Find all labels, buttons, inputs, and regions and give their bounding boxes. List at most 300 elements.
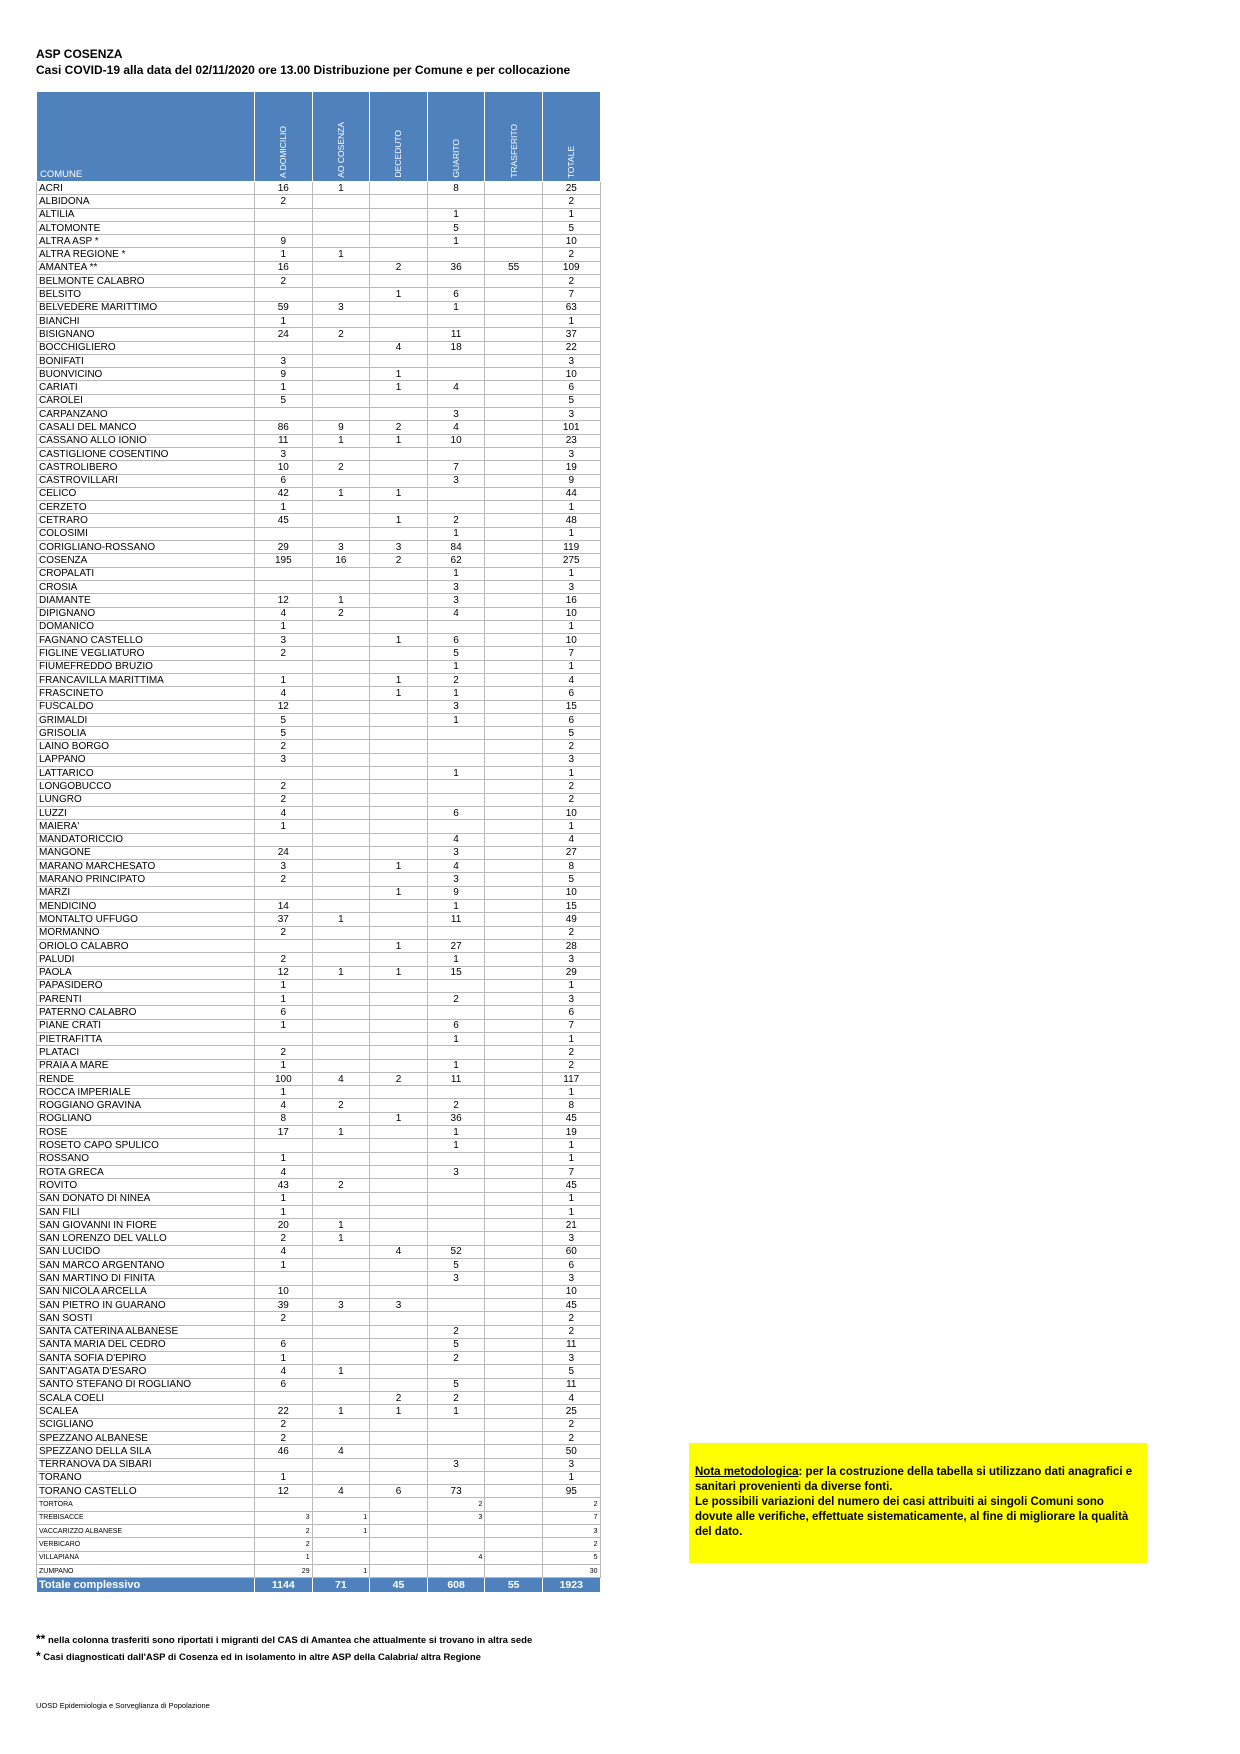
comune-cell: FAGNANO CASTELLO bbox=[37, 634, 255, 647]
comune-cell: SAN LORENZO DEL VALLO bbox=[37, 1232, 255, 1245]
value-cell: 62 bbox=[427, 554, 485, 567]
column-header-a-domicilio: A DOMICILIO bbox=[255, 92, 313, 182]
value-cell: 52 bbox=[427, 1245, 485, 1258]
value-cell bbox=[370, 660, 428, 673]
value-cell: 30 bbox=[542, 1564, 600, 1577]
value-cell: 2 bbox=[542, 1312, 600, 1325]
value-cell: 11 bbox=[427, 913, 485, 926]
comune-cell: RENDE bbox=[37, 1072, 255, 1085]
value-cell: 9 bbox=[312, 421, 370, 434]
value-cell: 3 bbox=[427, 1165, 485, 1178]
table-row bbox=[37, 886, 601, 899]
table-row bbox=[37, 541, 601, 554]
value-cell bbox=[255, 1498, 313, 1511]
table-row bbox=[37, 408, 601, 421]
value-cell: 1 bbox=[542, 1139, 600, 1152]
value-cell bbox=[485, 1006, 543, 1019]
value-cell: 4 bbox=[255, 806, 313, 819]
value-cell bbox=[370, 1205, 428, 1218]
value-cell bbox=[370, 501, 428, 514]
value-cell: 1 bbox=[255, 1551, 313, 1564]
value-cell bbox=[485, 394, 543, 407]
value-cell: 36 bbox=[427, 261, 485, 274]
value-cell: 1 bbox=[312, 594, 370, 607]
comune-cell: TORANO CASTELLO bbox=[37, 1485, 255, 1498]
value-cell: 1 bbox=[255, 501, 313, 514]
value-cell bbox=[485, 966, 543, 979]
value-cell bbox=[312, 673, 370, 686]
table-row bbox=[37, 979, 601, 992]
value-cell: 20 bbox=[255, 1219, 313, 1232]
table-row bbox=[37, 182, 601, 195]
value-cell bbox=[255, 341, 313, 354]
table-row bbox=[37, 1338, 601, 1351]
value-cell: 1 bbox=[255, 1192, 313, 1205]
value-cell bbox=[427, 1524, 485, 1537]
comune-cell: FRASCINETO bbox=[37, 687, 255, 700]
comune-cell: PATERNO CALABRO bbox=[37, 1006, 255, 1019]
value-cell bbox=[312, 1192, 370, 1205]
comune-cell: PARENTI bbox=[37, 993, 255, 1006]
comune-cell: PRAIA A MARE bbox=[37, 1059, 255, 1072]
value-cell: 1 bbox=[542, 1205, 600, 1218]
value-cell bbox=[370, 846, 428, 859]
comune-cell: AMANTEA ** bbox=[37, 261, 255, 274]
value-cell: 6 bbox=[255, 1378, 313, 1391]
value-cell bbox=[485, 1245, 543, 1258]
value-cell: 3 bbox=[255, 447, 313, 460]
comune-cell: PAOLA bbox=[37, 966, 255, 979]
value-cell: 15 bbox=[542, 900, 600, 913]
table-row bbox=[37, 461, 601, 474]
value-cell bbox=[312, 806, 370, 819]
value-cell bbox=[370, 314, 428, 327]
column-header-guarito: GUARITO bbox=[427, 92, 485, 182]
table-row bbox=[37, 1458, 601, 1471]
comune-cell: ACRI bbox=[37, 182, 255, 195]
comune-cell: CERZETO bbox=[37, 501, 255, 514]
value-cell: 24 bbox=[255, 846, 313, 859]
value-cell bbox=[485, 288, 543, 301]
comune-cell: FRANCAVILLA MARITTIMA bbox=[37, 673, 255, 686]
value-cell: 2 bbox=[542, 780, 600, 793]
table-row bbox=[37, 1298, 601, 1311]
value-cell: 1 bbox=[255, 1471, 313, 1484]
value-cell: 29 bbox=[255, 541, 313, 554]
value-cell bbox=[485, 381, 543, 394]
value-cell: 1 bbox=[370, 673, 428, 686]
table-row bbox=[37, 634, 601, 647]
table-row bbox=[37, 860, 601, 873]
value-cell bbox=[255, 1392, 313, 1405]
value-cell bbox=[485, 1126, 543, 1139]
value-cell bbox=[312, 1312, 370, 1325]
value-cell bbox=[312, 1086, 370, 1099]
value-cell: 3 bbox=[427, 474, 485, 487]
footnote-double-star: ** bbox=[36, 1632, 46, 1646]
value-cell: 3 bbox=[542, 1232, 600, 1245]
value-cell: 2 bbox=[542, 195, 600, 208]
value-cell bbox=[485, 554, 543, 567]
value-cell bbox=[485, 1392, 543, 1405]
table-row bbox=[37, 620, 601, 633]
value-cell bbox=[370, 394, 428, 407]
value-cell bbox=[485, 806, 543, 819]
value-cell: 24 bbox=[255, 328, 313, 341]
comune-cell: COLOSIMI bbox=[37, 527, 255, 540]
comune-cell: LAINO BORGO bbox=[37, 740, 255, 753]
comune-cell: ROCCA IMPERIALE bbox=[37, 1086, 255, 1099]
table-row bbox=[37, 368, 601, 381]
table-row bbox=[37, 806, 601, 819]
value-cell: 1 bbox=[255, 620, 313, 633]
comune-cell: MENDICINO bbox=[37, 900, 255, 913]
value-cell bbox=[485, 727, 543, 740]
value-cell: 5 bbox=[542, 1365, 600, 1378]
value-cell bbox=[485, 447, 543, 460]
footnote-single-star: * bbox=[36, 1649, 41, 1663]
value-cell bbox=[427, 1086, 485, 1099]
value-cell bbox=[485, 1564, 543, 1577]
value-cell bbox=[370, 1086, 428, 1099]
value-cell: 4 bbox=[255, 1165, 313, 1178]
value-cell: 3 bbox=[542, 1272, 600, 1285]
table-row bbox=[37, 926, 601, 939]
value-cell bbox=[312, 501, 370, 514]
value-cell: 4 bbox=[255, 687, 313, 700]
value-cell bbox=[312, 354, 370, 367]
value-cell bbox=[485, 487, 543, 500]
table-row bbox=[37, 567, 601, 580]
value-cell: 1 bbox=[255, 1019, 313, 1032]
value-cell bbox=[312, 727, 370, 740]
value-cell: 16 bbox=[312, 554, 370, 567]
table-row bbox=[37, 195, 601, 208]
value-cell bbox=[312, 687, 370, 700]
value-cell: 15 bbox=[427, 966, 485, 979]
value-cell: 1 bbox=[312, 1232, 370, 1245]
value-cell: 1 bbox=[427, 953, 485, 966]
value-cell: 2 bbox=[255, 873, 313, 886]
value-cell: 1 bbox=[370, 1112, 428, 1125]
value-cell: 1 bbox=[370, 939, 428, 952]
comune-cell: VACCARIZZO ALBANESE bbox=[37, 1524, 255, 1537]
value-cell: 1 bbox=[370, 487, 428, 500]
value-cell bbox=[255, 408, 313, 421]
value-cell bbox=[485, 354, 543, 367]
value-cell bbox=[485, 1165, 543, 1178]
value-cell bbox=[370, 248, 428, 261]
value-cell bbox=[370, 1564, 428, 1577]
value-cell: 8 bbox=[255, 1112, 313, 1125]
table-row bbox=[37, 354, 601, 367]
value-cell bbox=[312, 1152, 370, 1165]
value-cell: 16 bbox=[255, 182, 313, 195]
table-header-row bbox=[37, 92, 601, 182]
value-cell bbox=[370, 1033, 428, 1046]
value-cell: 7 bbox=[542, 288, 600, 301]
value-cell: 11 bbox=[427, 328, 485, 341]
value-cell bbox=[427, 1564, 485, 1577]
value-cell bbox=[485, 687, 543, 700]
table-row bbox=[37, 607, 601, 620]
value-cell: 1 bbox=[312, 1511, 370, 1524]
value-cell: 3 bbox=[542, 953, 600, 966]
table-row bbox=[37, 1099, 601, 1112]
value-cell: 1 bbox=[542, 208, 600, 221]
value-cell bbox=[485, 594, 543, 607]
table-row bbox=[37, 1511, 601, 1524]
value-cell: 2 bbox=[255, 1524, 313, 1537]
table-row bbox=[37, 235, 601, 248]
value-cell bbox=[312, 195, 370, 208]
table-row bbox=[37, 1325, 601, 1338]
value-cell: 12 bbox=[255, 594, 313, 607]
value-cell bbox=[312, 1458, 370, 1471]
value-cell bbox=[427, 1471, 485, 1484]
value-cell bbox=[370, 474, 428, 487]
table-row bbox=[37, 873, 601, 886]
value-cell: 8 bbox=[427, 182, 485, 195]
comune-cell: CASTIGLIONE COSENTINO bbox=[37, 447, 255, 460]
comune-cell: LUNGRO bbox=[37, 793, 255, 806]
value-cell bbox=[485, 1352, 543, 1365]
footnote-text-2: Casi diagnosticati dall'ASP di Cosenza ed in isolamento in altre ASP della Calabria/ altra Regione bbox=[40, 1652, 481, 1663]
value-cell bbox=[427, 368, 485, 381]
value-cell bbox=[427, 780, 485, 793]
value-cell: 1 bbox=[427, 1126, 485, 1139]
value-cell: 2 bbox=[427, 673, 485, 686]
value-cell bbox=[312, 634, 370, 647]
value-cell bbox=[370, 1006, 428, 1019]
value-cell bbox=[312, 1112, 370, 1125]
value-cell: 43 bbox=[255, 1179, 313, 1192]
value-cell bbox=[370, 1352, 428, 1365]
value-cell bbox=[370, 1511, 428, 1524]
comune-cell: BISIGNANO bbox=[37, 328, 255, 341]
comune-cell: ALTOMONTE bbox=[37, 221, 255, 234]
value-cell: 1 bbox=[312, 913, 370, 926]
value-cell: 1 bbox=[542, 567, 600, 580]
value-cell bbox=[312, 394, 370, 407]
comune-cell: PIETRAFITTA bbox=[37, 1033, 255, 1046]
comune-cell: MANGONE bbox=[37, 846, 255, 859]
value-cell: 10 bbox=[542, 806, 600, 819]
value-cell: 11 bbox=[427, 1072, 485, 1085]
comune-cell: SAN PIETRO IN GUARANO bbox=[37, 1298, 255, 1311]
table-row bbox=[37, 1272, 601, 1285]
comune-cell: SAN SOSTI bbox=[37, 1312, 255, 1325]
value-cell: 9 bbox=[542, 474, 600, 487]
value-cell bbox=[485, 713, 543, 726]
value-cell: 10 bbox=[255, 461, 313, 474]
value-cell bbox=[485, 208, 543, 221]
value-cell: 42 bbox=[255, 487, 313, 500]
value-cell bbox=[485, 541, 543, 554]
value-cell bbox=[370, 1418, 428, 1431]
value-cell bbox=[485, 1551, 543, 1564]
value-cell: 1 bbox=[427, 208, 485, 221]
value-cell bbox=[312, 767, 370, 780]
value-cell: 1 bbox=[427, 1139, 485, 1152]
value-cell bbox=[485, 913, 543, 926]
value-cell: 5 bbox=[542, 221, 600, 234]
value-cell bbox=[427, 1046, 485, 1059]
table-row bbox=[37, 1285, 601, 1298]
value-cell bbox=[255, 580, 313, 593]
value-cell bbox=[485, 1298, 543, 1311]
value-cell bbox=[255, 1325, 313, 1338]
value-cell bbox=[427, 1445, 485, 1458]
value-cell: 1 bbox=[542, 314, 600, 327]
comune-cell: ZUMPANO bbox=[37, 1564, 255, 1577]
value-cell bbox=[427, 501, 485, 514]
value-cell: 36 bbox=[427, 1112, 485, 1125]
table-row bbox=[37, 1551, 601, 1564]
table-row bbox=[37, 673, 601, 686]
comune-cell: SANTA MARIA DEL CEDRO bbox=[37, 1338, 255, 1351]
value-cell: 1 bbox=[255, 1152, 313, 1165]
value-cell: 6 bbox=[427, 1019, 485, 1032]
value-cell: 19 bbox=[542, 1126, 600, 1139]
value-cell: 3 bbox=[542, 1524, 600, 1537]
table-row bbox=[37, 753, 601, 766]
value-cell: 3 bbox=[370, 1298, 428, 1311]
value-cell: 4 bbox=[255, 607, 313, 620]
comune-cell: TREBISACCE bbox=[37, 1511, 255, 1524]
value-cell bbox=[485, 461, 543, 474]
value-cell bbox=[312, 408, 370, 421]
table-row bbox=[37, 1485, 601, 1498]
value-cell: 10 bbox=[542, 368, 600, 381]
value-cell: 2 bbox=[427, 1498, 485, 1511]
value-cell: 45 bbox=[542, 1179, 600, 1192]
value-cell: 1 bbox=[427, 713, 485, 726]
value-cell: 3 bbox=[427, 580, 485, 593]
value-cell: 1 bbox=[312, 1564, 370, 1577]
value-cell bbox=[485, 1272, 543, 1285]
value-cell bbox=[312, 1392, 370, 1405]
table-row bbox=[37, 767, 601, 780]
value-cell: 2 bbox=[255, 275, 313, 288]
value-cell bbox=[312, 1378, 370, 1391]
table-row bbox=[37, 1445, 601, 1458]
value-cell: 18 bbox=[427, 341, 485, 354]
comune-cell: ROSE bbox=[37, 1126, 255, 1139]
value-cell bbox=[312, 620, 370, 633]
value-cell bbox=[312, 221, 370, 234]
value-cell: 1 bbox=[370, 434, 428, 447]
table-row bbox=[37, 580, 601, 593]
value-cell: 1 bbox=[370, 288, 428, 301]
value-cell bbox=[370, 1099, 428, 1112]
value-cell bbox=[370, 1312, 428, 1325]
comune-cell: ALTRA REGIONE * bbox=[37, 248, 255, 261]
table-row bbox=[37, 261, 601, 274]
value-cell: 71 bbox=[312, 1578, 370, 1593]
value-cell bbox=[485, 620, 543, 633]
value-cell: 10 bbox=[542, 886, 600, 899]
value-cell: 2 bbox=[542, 1418, 600, 1431]
value-cell bbox=[485, 248, 543, 261]
value-cell: 3 bbox=[427, 1511, 485, 1524]
value-cell bbox=[255, 1458, 313, 1471]
value-cell bbox=[485, 408, 543, 421]
value-cell bbox=[312, 833, 370, 846]
table-row bbox=[37, 394, 601, 407]
value-cell bbox=[312, 1272, 370, 1285]
value-cell bbox=[427, 275, 485, 288]
value-cell bbox=[255, 1033, 313, 1046]
table-row bbox=[37, 939, 601, 952]
table-row bbox=[37, 221, 601, 234]
value-cell bbox=[485, 634, 543, 647]
footnote-text-1: nella colonna trasferiti sono riportati i migranti del CAS di Amantea che attualmente si trovano in altra sede bbox=[45, 1635, 533, 1646]
value-cell bbox=[427, 1192, 485, 1205]
value-cell: 2 bbox=[370, 421, 428, 434]
value-cell bbox=[485, 1325, 543, 1338]
value-cell: 5 bbox=[427, 1378, 485, 1391]
comune-cell: BOCCHIGLIERO bbox=[37, 341, 255, 354]
value-cell: 12 bbox=[255, 700, 313, 713]
value-cell: 1 bbox=[427, 301, 485, 314]
value-cell bbox=[485, 846, 543, 859]
value-cell: 1 bbox=[312, 487, 370, 500]
value-cell: 11 bbox=[255, 434, 313, 447]
value-cell bbox=[312, 1498, 370, 1511]
value-cell: 2 bbox=[427, 1099, 485, 1112]
value-cell bbox=[370, 1431, 428, 1444]
value-cell bbox=[485, 979, 543, 992]
value-cell: 10 bbox=[542, 607, 600, 620]
value-cell bbox=[485, 580, 543, 593]
value-cell: 49 bbox=[542, 913, 600, 926]
value-cell: 2 bbox=[542, 275, 600, 288]
value-cell bbox=[427, 1285, 485, 1298]
value-cell: 3 bbox=[542, 354, 600, 367]
value-cell bbox=[255, 660, 313, 673]
table-row bbox=[37, 727, 601, 740]
table-row bbox=[37, 208, 601, 221]
comune-cell: LUZZI bbox=[37, 806, 255, 819]
value-cell: 37 bbox=[255, 913, 313, 926]
value-cell: 3 bbox=[427, 594, 485, 607]
value-cell bbox=[485, 514, 543, 527]
table-row bbox=[37, 1312, 601, 1325]
value-cell bbox=[312, 368, 370, 381]
value-cell bbox=[427, 354, 485, 367]
value-cell bbox=[370, 620, 428, 633]
comune-cell: CARIATI bbox=[37, 381, 255, 394]
table-row bbox=[37, 820, 601, 833]
value-cell: 5 bbox=[255, 727, 313, 740]
value-cell bbox=[485, 1219, 543, 1232]
value-cell bbox=[312, 261, 370, 274]
value-cell: 2 bbox=[542, 740, 600, 753]
value-cell bbox=[255, 886, 313, 899]
value-cell bbox=[427, 1312, 485, 1325]
comune-cell: LONGOBUCCO bbox=[37, 780, 255, 793]
table-row bbox=[37, 647, 601, 660]
value-cell bbox=[427, 753, 485, 766]
value-cell: 1 bbox=[427, 567, 485, 580]
value-cell bbox=[255, 767, 313, 780]
value-cell: 2 bbox=[427, 1392, 485, 1405]
value-cell: 3 bbox=[427, 873, 485, 886]
value-cell bbox=[370, 1165, 428, 1178]
value-cell: 2 bbox=[255, 926, 313, 939]
comune-cell: VILLAPIANA bbox=[37, 1551, 255, 1564]
